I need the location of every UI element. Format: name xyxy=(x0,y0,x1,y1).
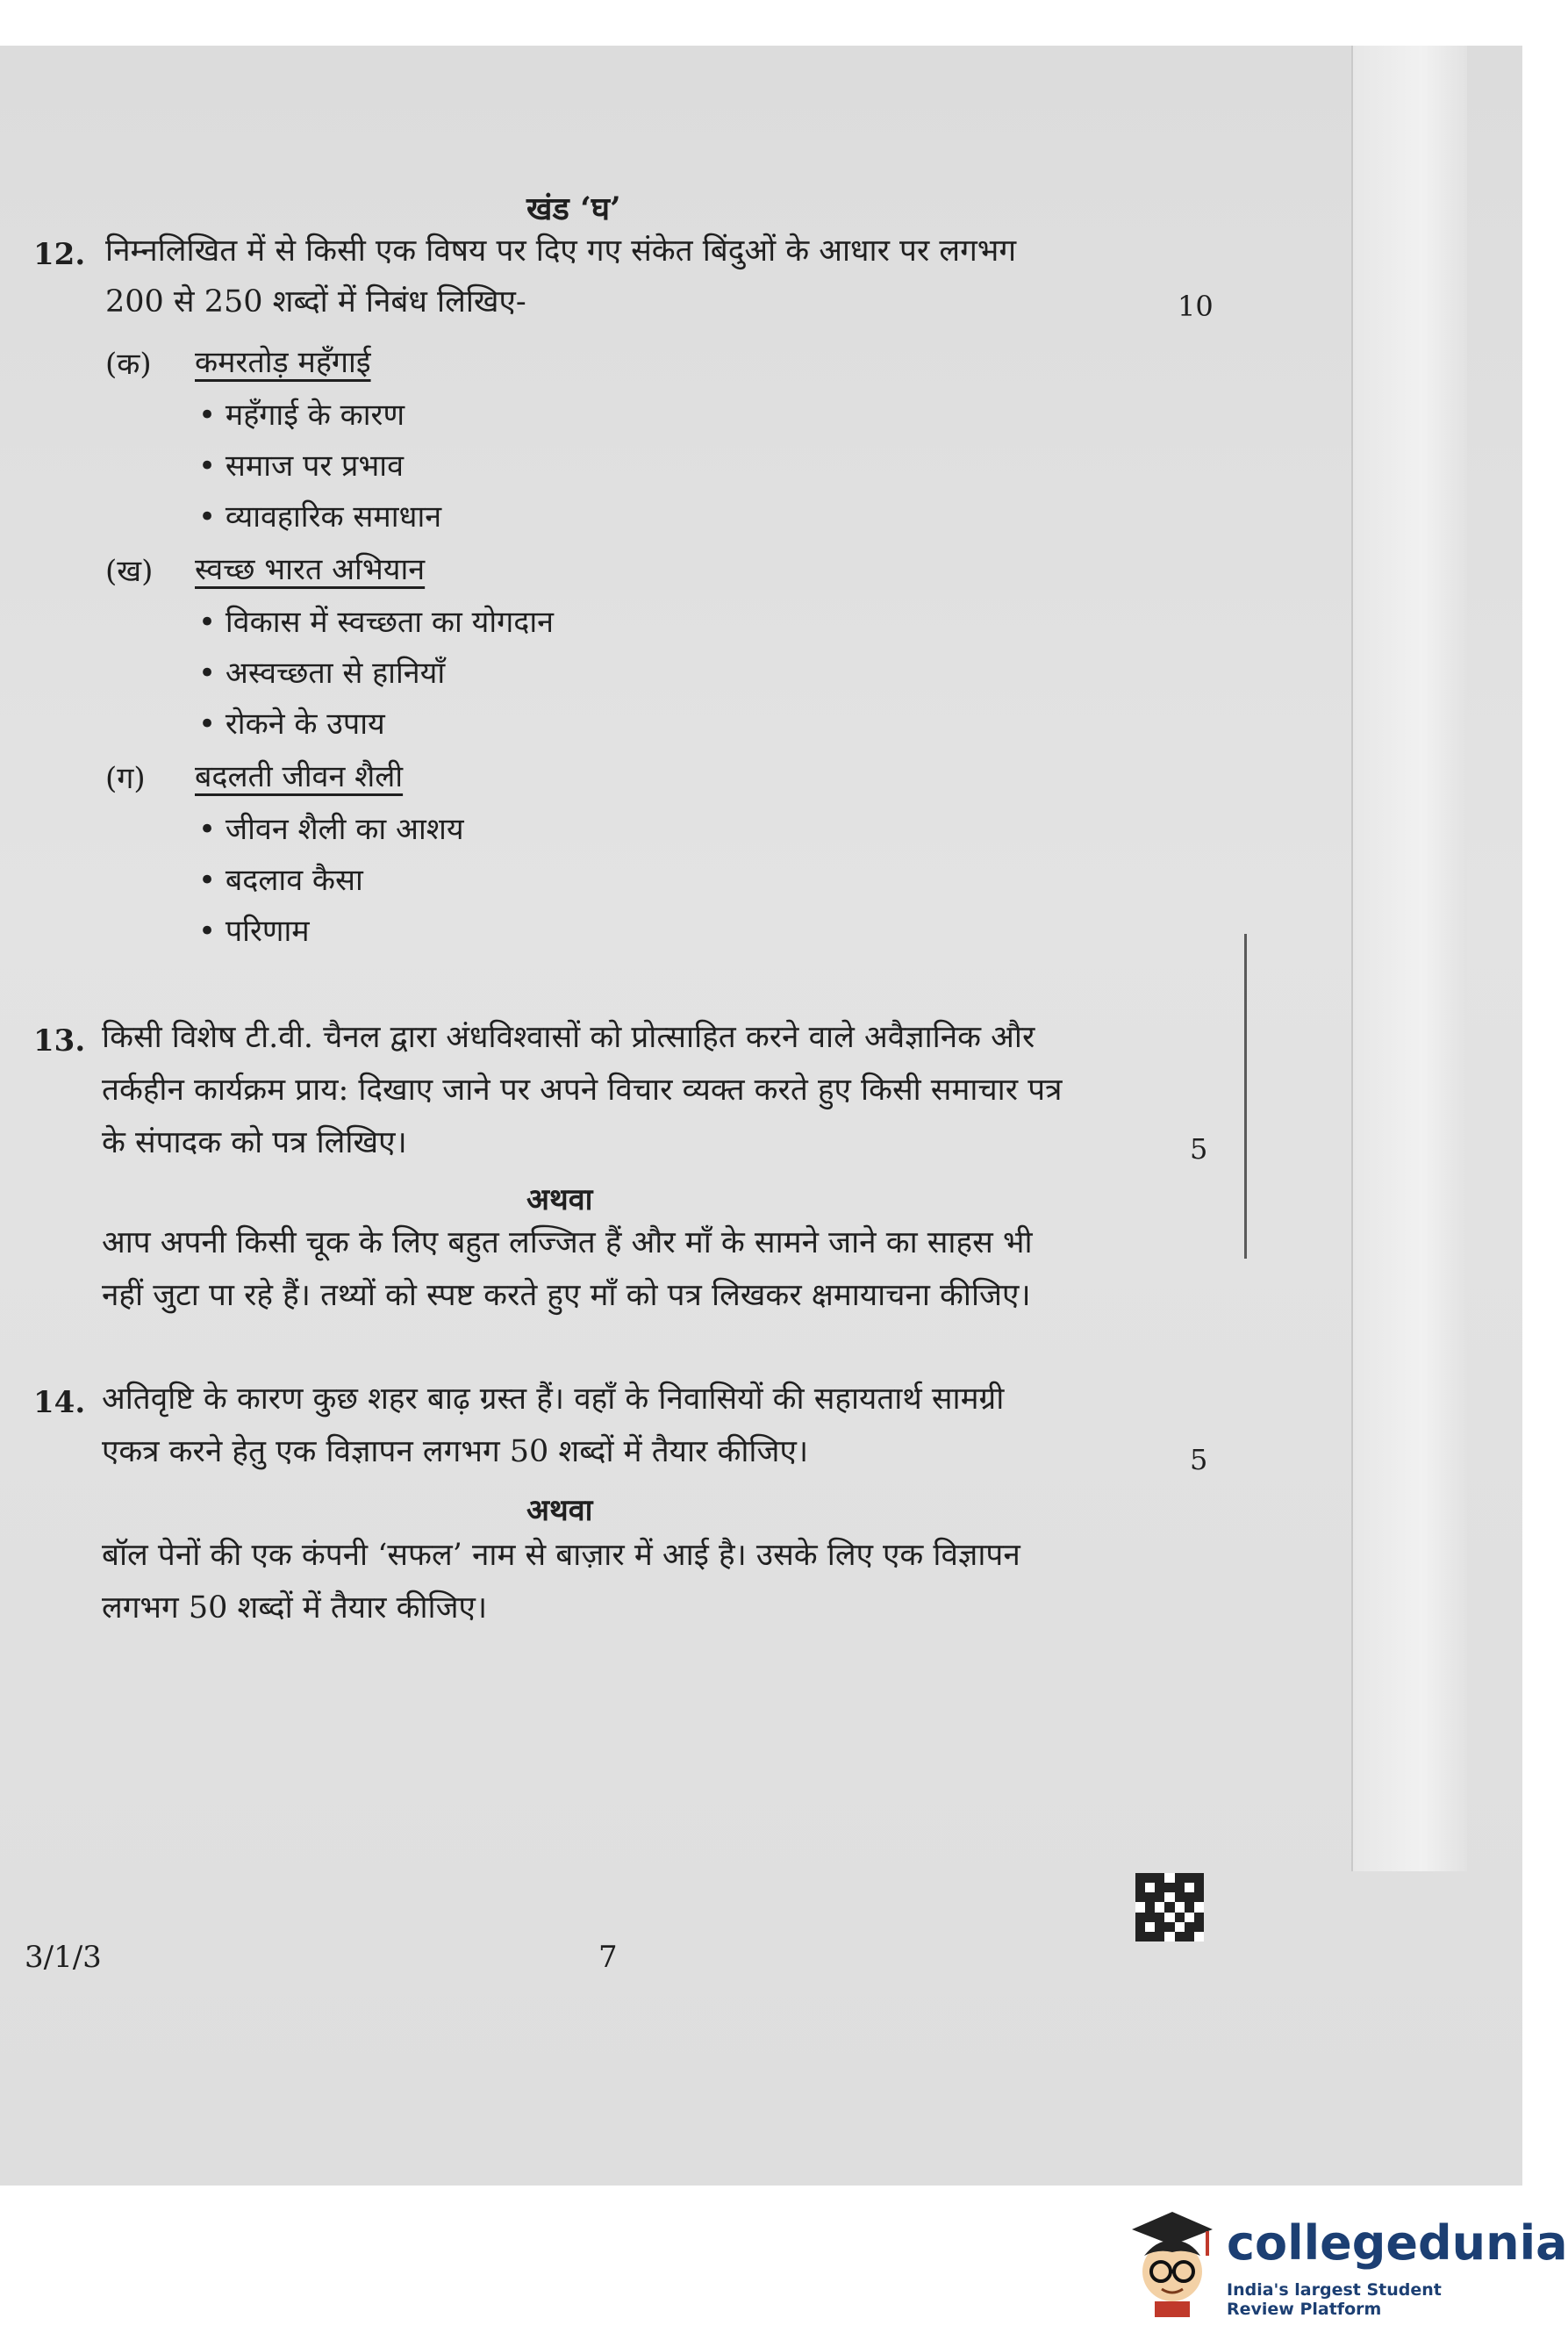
collegedunia-watermark xyxy=(1123,2203,1568,2326)
graduate-mascot-icon xyxy=(1123,2203,1221,2317)
brand-name: collegedunia xyxy=(1227,2215,1568,2271)
bullet-point: • रोकने के उपाय xyxy=(198,707,385,742)
option-label: (ख) xyxy=(105,554,154,589)
option-title: स्वच्छ भारत अभियान xyxy=(195,552,426,587)
bullet-text: महँगाई के कारण xyxy=(225,398,405,433)
alternative-text-line: लगभग 50 शब्दों में तैयार कीजिए। xyxy=(102,1590,488,1626)
bullet-text: समाज पर प्रभाव xyxy=(225,449,405,484)
bullet-point: • परिणाम xyxy=(198,914,310,949)
bullet-point: • व्यावहारिक समाधान xyxy=(198,499,442,535)
question-text-line: 200 से 250 शब्दों में निबंध लिखिए- xyxy=(105,284,526,319)
option-label: (क) xyxy=(105,347,152,382)
question-text-line: तर्कहीन कार्यक्रम प्राय: दिखाए जाने पर अपने विचार व्यक्त करते हुए किसी समाचार पत्र xyxy=(102,1073,1063,1108)
or-label: अथवा xyxy=(526,1493,593,1528)
option-title: कमरतोड़ महँगाई xyxy=(195,345,371,380)
question-text-line: किसी विशेष टी.वी. चैनल द्वारा अंधविश्वासों को प्रोत्साहित करने वाले अवैज्ञानिक और xyxy=(102,1020,1035,1055)
paper-code: 3/1/3 xyxy=(25,1940,102,1975)
question-number: 12. xyxy=(33,237,86,272)
bullet-text: विकास में स्वच्छता का योगदान xyxy=(225,605,555,640)
bullet-text: व्यावहारिक समाधान xyxy=(225,499,442,535)
alternative-text-line: बॉल पेनों की एक कंपनी ‘सफल’ नाम से बाज़ार में आई है। उसके लिए एक विज्ञापन xyxy=(102,1538,1020,1573)
bullet-point: • महँगाई के कारण xyxy=(198,398,405,433)
exam-page xyxy=(0,46,1369,2310)
bullet-text: बदलाव कैसा xyxy=(225,863,363,898)
question-number: 14. xyxy=(33,1385,86,1420)
marks: 10 xyxy=(1178,290,1214,323)
brand-tagline: India's largest Student Review Platform xyxy=(1227,2280,1442,2319)
marks: 5 xyxy=(1190,1132,1208,1166)
or-label: अथवा xyxy=(526,1182,593,1217)
bullet-point: • विकास में स्वच्छता का योगदान xyxy=(198,605,555,640)
question-text-line: अतिवृष्टि के कारण कुछ शहर बाढ़ ग्रस्त हैं। वहाँ के निवासियों की सहायतार्थ सामग्री xyxy=(102,1382,1005,1417)
bullet-point: • अस्वच्छता से हानियाँ xyxy=(198,656,446,691)
page-number: 7 xyxy=(598,1940,618,1975)
section-heading: खंड ‘घ’ xyxy=(526,190,621,227)
question-text-line: निम्नलिखित में से किसी एक विषय पर दिए गए संकेत बिंदुओं के आधार पर लगभग xyxy=(105,233,1017,269)
margin-line xyxy=(1244,934,1247,1259)
alternative-text-line: नहीं जुटा पा रहे हैं। तथ्यों को स्पष्ट करते हुए माँ को पत्र लिखकर क्षमायाचना कीजिए। xyxy=(102,1278,1031,1313)
alternative-text-line: आप अपनी किसी चूक के लिए बहुत लज्जित हैं और माँ के सामने जाने का साहस भी xyxy=(102,1225,1033,1260)
bullet-point: • जीवन शैली का आशय xyxy=(198,812,464,847)
marks: 5 xyxy=(1190,1443,1208,1476)
bullet-point: • समाज पर प्रभाव xyxy=(198,449,405,484)
question-text-line: एकत्र करने हेतु एक विज्ञापन लगभग 50 शब्दों में तैयार कीजिए। xyxy=(102,1434,809,1469)
bullet-text: अस्वच्छता से हानियाँ xyxy=(225,656,446,691)
option-title: बदलती जीवन शैली xyxy=(195,759,404,794)
question-number: 13. xyxy=(33,1023,86,1059)
bullet-point: • बदलाव कैसा xyxy=(198,863,363,898)
question-text-line: के संपादक को पत्र लिखिए। xyxy=(102,1125,407,1160)
bullet-text: रोकने के उपाय xyxy=(225,707,385,742)
bullet-text: जीवन शैली का आशय xyxy=(225,812,464,847)
qr-code-icon xyxy=(1135,1873,1204,1941)
bullet-text: परिणाम xyxy=(225,914,310,949)
option-label: (ग) xyxy=(105,761,146,796)
